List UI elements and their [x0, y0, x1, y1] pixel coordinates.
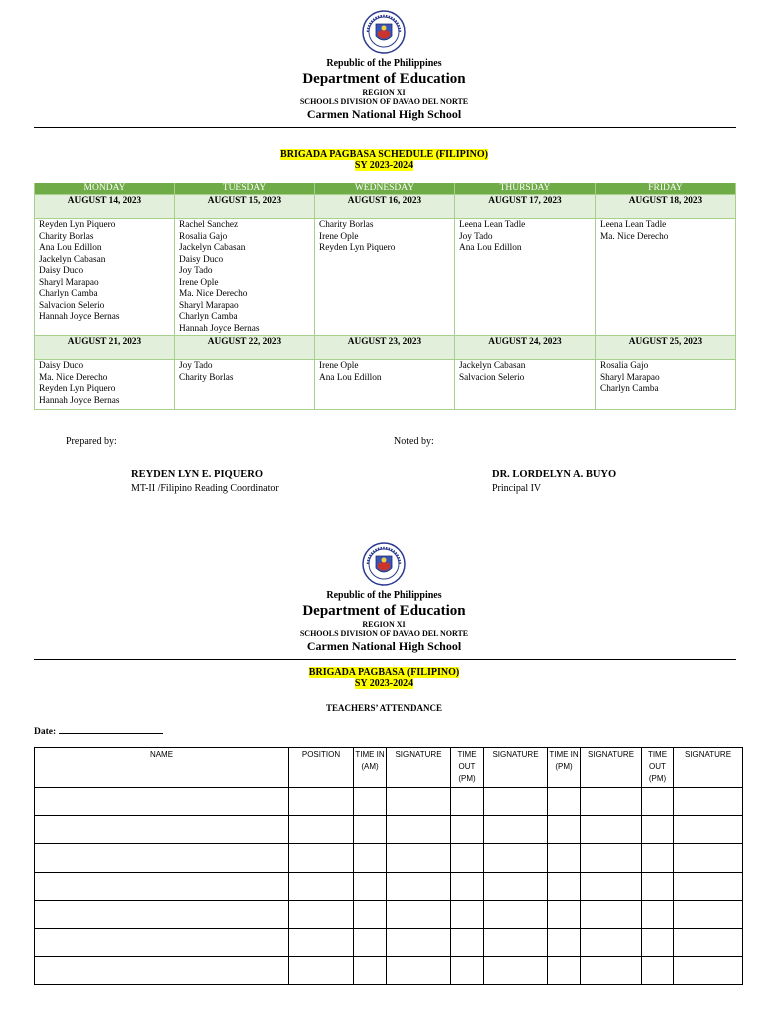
attendance-cell[interactable]	[35, 957, 289, 985]
attendance-cell[interactable]	[642, 788, 674, 816]
date-blank-line[interactable]	[59, 725, 163, 734]
header-republic: Republic of the Philippines	[326, 58, 442, 69]
column-header: NAME	[35, 748, 289, 788]
column-header: SIGNATURE	[581, 748, 642, 788]
attendance-cell[interactable]	[642, 900, 674, 928]
teacher-name: Charlyn Camba	[39, 289, 98, 299]
schedule-title: BRIGADA PAGBASA SCHEDULE (FILIPINO)	[280, 149, 488, 160]
attendance-cell[interactable]	[387, 957, 451, 985]
noter-title: Principal IV	[492, 483, 542, 494]
teacher-name: Hannah Joyce Bernas	[179, 323, 260, 334]
day-header-row	[35, 183, 736, 195]
names-cell	[315, 219, 455, 336]
teacher-name: Daisy Duco	[179, 254, 224, 265]
teacher-name: Joy Tado	[459, 231, 493, 242]
schedule-title-block	[0, 149, 768, 171]
attendance-cell[interactable]	[484, 928, 548, 956]
attendance-table	[34, 747, 743, 985]
attendance-cell[interactable]	[35, 816, 289, 844]
teacher-name: Salvacion Selerio	[39, 300, 105, 311]
attendance-cell[interactable]	[581, 928, 642, 956]
header-division: SCHOOLS DIVISION OF DAVAO DEL NORTE	[299, 629, 469, 638]
attendance-cell[interactable]	[35, 872, 289, 900]
teacher-name: Ma. Nice Derecho	[600, 231, 669, 242]
attendance-row	[35, 900, 743, 928]
attendance-cell[interactable]	[484, 788, 548, 816]
attendance-body	[35, 788, 743, 985]
date-cell: AUGUST 25, 2023	[596, 336, 736, 360]
attendance-cell[interactable]	[354, 957, 387, 985]
teacher-name: Jackelyn Cabasan	[459, 361, 526, 371]
attendance-cell[interactable]	[451, 844, 484, 872]
teacher-name: Sharyl Marapao	[600, 372, 660, 383]
attendance-cell[interactable]	[548, 900, 581, 928]
attendance-row	[35, 788, 743, 816]
header-divider-top	[34, 127, 736, 128]
names-cell	[596, 219, 736, 336]
attendance-cell[interactable]	[35, 928, 289, 956]
attendance-cell[interactable]	[387, 928, 451, 956]
attendance-cell[interactable]	[354, 872, 387, 900]
teacher-name: Rachel Sanchez	[179, 220, 239, 230]
schedule-sy: SY 2023-2024	[354, 160, 414, 171]
attendance-cell[interactable]	[354, 900, 387, 928]
column-header: SIGNATURE	[674, 748, 743, 788]
attendance-row	[35, 957, 743, 985]
attendance-cell[interactable]	[581, 816, 642, 844]
column-header: POSITION	[289, 748, 354, 788]
attendance-cell[interactable]	[354, 844, 387, 872]
date-cell: AUGUST 23, 2023	[315, 336, 455, 360]
attendance-cell[interactable]	[451, 872, 484, 900]
attendance-cell[interactable]	[581, 900, 642, 928]
teacher-name: Salvacion Selerio	[459, 372, 525, 383]
attendance-cell[interactable]	[581, 872, 642, 900]
teacher-name: Rosalia Gajo	[179, 231, 228, 242]
attendance-cell[interactable]	[354, 928, 387, 956]
header-division: SCHOOLS DIVISION OF DAVAO DEL NORTE	[299, 97, 469, 106]
attendance-row	[35, 872, 743, 900]
teacher-name: Jackelyn Cabasan	[179, 243, 246, 253]
teacher-name: Ma. Nice Derecho	[39, 372, 108, 383]
attendance-cell[interactable]	[581, 788, 642, 816]
attendance-cell[interactable]	[451, 788, 484, 816]
names-row	[35, 360, 736, 410]
day-header: FRIDAY	[596, 183, 736, 195]
preparer-title: MT-II /Filipino Reading Coordinator	[131, 483, 279, 494]
attendance-cell[interactable]	[484, 844, 548, 872]
attendance-cell[interactable]	[387, 844, 451, 872]
teacher-name: Joy Tado	[179, 266, 213, 276]
names-cell	[175, 219, 315, 336]
column-header: SIGNATURE	[387, 748, 451, 788]
teacher-name: Ana Lou Edillon	[459, 243, 522, 253]
noter-name: DR. LORDELYN A. BUYO	[492, 469, 617, 480]
attendance-cell[interactable]	[387, 900, 451, 928]
teacher-name: Reyden Lyn Piquero	[39, 220, 116, 230]
teacher-name: Charity Borlas	[39, 231, 94, 242]
names-cell	[35, 219, 175, 336]
teacher-name: Reyden Lyn Piquero	[319, 243, 396, 253]
day-header: TUESDAY	[175, 183, 315, 195]
attendance-cell[interactable]	[642, 816, 674, 844]
attendance-cell[interactable]	[642, 844, 674, 872]
attendance-cell[interactable]	[548, 928, 581, 956]
prepared-by-label: Prepared by:	[66, 436, 117, 447]
schedule-table	[34, 183, 736, 410]
attendance-row	[35, 928, 743, 956]
column-header: TIME OUT (PM)	[642, 748, 674, 788]
attendance-row	[35, 816, 743, 844]
column-header: TIME IN (PM)	[548, 748, 581, 788]
deped-seal-logo	[362, 542, 406, 586]
attendance-cell[interactable]	[289, 957, 354, 985]
attendance-cell[interactable]	[674, 816, 743, 844]
teacher-name: Irene Ople	[179, 277, 219, 288]
teacher-name: Ana Lou Edillon	[39, 243, 102, 253]
teacher-name: Charity Borlas	[179, 372, 234, 383]
attendance-cell[interactable]	[35, 844, 289, 872]
teacher-name: Daisy Duco	[39, 361, 84, 371]
date-cell: AUGUST 14, 2023	[35, 195, 175, 219]
attendance-cell[interactable]	[484, 816, 548, 844]
teacher-name: Irene Ople	[319, 361, 359, 371]
teacher-name: Hannah Joyce Bernas	[39, 312, 120, 322]
attendance-cell[interactable]	[548, 844, 581, 872]
teacher-name: Irene Ople	[319, 231, 359, 242]
day-header: MONDAY	[35, 183, 175, 195]
preparer-name: REYDEN LYN E. PIQUERO	[131, 469, 264, 480]
noted-by-label: Noted by:	[394, 436, 434, 447]
attendance-row	[35, 844, 743, 872]
letterhead-bottom	[0, 542, 768, 654]
attendance-cell[interactable]	[581, 957, 642, 985]
attendance-cell[interactable]	[451, 957, 484, 985]
date-label: Date:	[34, 727, 57, 737]
teacher-name: Rosalia Gajo	[600, 361, 649, 371]
teacher-name: Reyden Lyn Piquero	[39, 384, 116, 394]
attendance-cell[interactable]	[548, 788, 581, 816]
date-cell: AUGUST 24, 2023	[455, 336, 596, 360]
attendance-cell[interactable]	[642, 957, 674, 985]
date-row	[35, 336, 736, 360]
attendance-cell[interactable]	[581, 844, 642, 872]
attendance-cell[interactable]	[548, 816, 581, 844]
teacher-name: Ana Lou Edillon	[319, 372, 382, 383]
attendance-cell[interactable]	[387, 872, 451, 900]
attendance-cell[interactable]	[387, 788, 451, 816]
attendance-cell[interactable]	[289, 872, 354, 900]
names-cell	[455, 219, 596, 336]
attendance-cell[interactable]	[548, 957, 581, 985]
date-cell: AUGUST 16, 2023	[315, 195, 455, 219]
teacher-name: Joy Tado	[179, 361, 213, 371]
attendance-cell[interactable]	[451, 928, 484, 956]
attendance-cell[interactable]	[451, 816, 484, 844]
header-department: Department of Education	[302, 71, 466, 87]
names-cell	[455, 360, 596, 410]
attendance-cell[interactable]	[35, 900, 289, 928]
attendance-cell[interactable]	[484, 872, 548, 900]
teacher-name: Jackelyn Cabasan	[39, 254, 106, 265]
attendance-cell[interactable]	[674, 844, 743, 872]
header-school: Carmen National High School	[306, 639, 462, 653]
header-school: Carmen National High School	[306, 107, 462, 121]
attendance-cell[interactable]	[354, 788, 387, 816]
column-header: TIME OUT (PM)	[451, 748, 484, 788]
names-cell	[175, 360, 315, 410]
date-cell: AUGUST 15, 2023	[175, 195, 315, 219]
names-cell	[315, 360, 455, 410]
attendance-cell[interactable]	[674, 928, 743, 956]
header-region: REGION XI	[362, 620, 406, 629]
names-cell	[35, 360, 175, 410]
attendance-cell[interactable]	[674, 900, 743, 928]
header-region: REGION XI	[362, 88, 406, 97]
teacher-name: Leena Lean Tadle	[600, 220, 667, 230]
attendance-cell[interactable]	[387, 816, 451, 844]
teacher-name: Ma. Nice Derecho	[179, 289, 248, 299]
attendance-cell[interactable]	[484, 900, 548, 928]
date-row	[35, 195, 736, 219]
letterhead-top	[0, 10, 768, 122]
attendance-cell[interactable]	[642, 928, 674, 956]
date-cell: AUGUST 17, 2023	[455, 195, 596, 219]
teacher-name: Sharyl Marapao	[39, 277, 99, 288]
teacher-name: Charlyn Camba	[600, 384, 659, 394]
attendance-cell[interactable]	[289, 928, 354, 956]
attendance-cell[interactable]	[289, 844, 354, 872]
attendance-cell[interactable]	[451, 900, 484, 928]
header-republic: Republic of the Philippines	[326, 590, 442, 601]
attendance-cell[interactable]	[674, 872, 743, 900]
attendance-cell[interactable]	[642, 872, 674, 900]
attendance-title-block	[0, 667, 768, 689]
deped-seal-logo	[362, 10, 406, 54]
attendance-cell[interactable]	[548, 872, 581, 900]
attendance-cell[interactable]	[354, 816, 387, 844]
attendance-sy: SY 2023-2024	[354, 678, 414, 689]
date-cell: AUGUST 21, 2023	[35, 336, 175, 360]
teacher-name: Charity Borlas	[319, 220, 374, 230]
column-header: SIGNATURE	[484, 748, 548, 788]
attendance-cell[interactable]	[35, 788, 289, 816]
date-cell: AUGUST 22, 2023	[175, 336, 315, 360]
attendance-cell[interactable]	[289, 788, 354, 816]
teacher-name: Daisy Duco	[39, 266, 84, 276]
date-field	[34, 725, 163, 737]
attendance-title: BRIGADA PAGBASA (FILIPINO)	[308, 667, 460, 678]
attendance-cell[interactable]	[484, 957, 548, 985]
attendance-cell[interactable]	[674, 957, 743, 985]
teacher-name: Charlyn Camba	[179, 312, 238, 322]
header-divider-bottom	[34, 659, 736, 660]
day-header: WEDNESDAY	[315, 183, 455, 195]
attendance-subtitle: TEACHERS’ ATTENDANCE	[326, 703, 442, 713]
names-row	[35, 219, 736, 336]
teacher-name: Hannah Joyce Bernas	[39, 395, 120, 406]
day-header: THURSDAY	[455, 183, 596, 195]
attendance-cell[interactable]	[289, 900, 354, 928]
attendance-header-row	[35, 748, 743, 788]
header-department: Department of Education	[302, 603, 466, 619]
attendance-cell[interactable]	[289, 816, 354, 844]
teacher-name: Leena Lean Tadle	[459, 220, 526, 230]
names-cell	[596, 360, 736, 410]
teacher-name: Sharyl Marapao	[179, 300, 239, 311]
attendance-cell[interactable]	[674, 788, 743, 816]
date-cell: AUGUST 18, 2023	[596, 195, 736, 219]
column-header: TIME IN (AM)	[354, 748, 387, 788]
